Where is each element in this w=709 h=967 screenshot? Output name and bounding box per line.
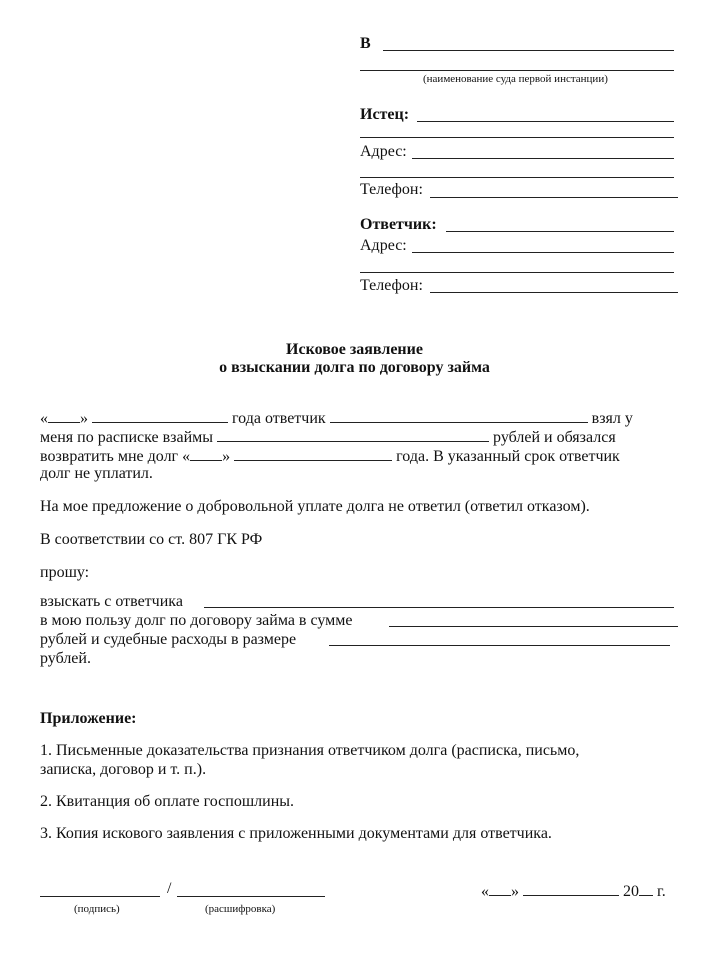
year-suffix: г. <box>657 883 666 900</box>
plaintiff-name-field[interactable] <box>417 121 674 122</box>
loan-day-field[interactable] <box>48 407 80 423</box>
p1-text-return: возвратить мне долг « <box>40 448 191 465</box>
p3: В соответствии со ст. 807 ГК РФ <box>40 531 263 548</box>
defendant-name-field[interactable] <box>446 231 674 232</box>
plaintiff-phone-field[interactable] <box>430 197 678 198</box>
loan-month-field[interactable] <box>92 407 228 423</box>
defendant-phone-field[interactable] <box>430 292 678 293</box>
decoding-field[interactable] <box>177 896 325 897</box>
defendant-label: Ответчик: <box>360 216 437 233</box>
plaintiff-name-field-2[interactable] <box>360 137 674 138</box>
plaintiff-address-field[interactable] <box>412 158 674 159</box>
defendant-phone-label: Телефон: <box>360 277 423 294</box>
attachment-1-line2: записка, договор и т. п.). <box>40 761 207 778</box>
document-title: Исковое заявление <box>286 341 423 358</box>
defendant-address-field-2[interactable] <box>360 272 674 273</box>
p1-text-rubles: рублей и обязался <box>493 429 616 446</box>
attachment-2: 2. Квитанция об оплате госпошлины. <box>40 793 294 810</box>
signature-slash: / <box>167 880 172 897</box>
year-field[interactable] <box>639 880 653 896</box>
p1-text-defendant: года ответчик <box>232 410 326 427</box>
p1-text-deadline: года. В указанный срок ответчик <box>396 448 620 465</box>
date-line <box>481 880 666 902</box>
document-subtitle: о взыскании долга по договору займа <box>219 359 490 376</box>
year-prefix: 20 <box>623 883 639 900</box>
return-month-field[interactable] <box>234 445 392 461</box>
plaintiff-phone-label: Телефон: <box>360 181 423 198</box>
attachment-3: 3. Копия искового заявления с приложенными документами для ответчика. <box>40 825 552 842</box>
attachments-heading: Приложение: <box>40 710 137 727</box>
loan-amount-field[interactable] <box>217 426 489 442</box>
date-month-field[interactable] <box>523 880 619 896</box>
decoding-caption: (расшифровка) <box>205 903 276 915</box>
attachment-1-line1: 1. Письменные доказательства признания ответчиком долга (расписка, письмо, <box>40 742 580 759</box>
date-day-field[interactable] <box>489 880 511 896</box>
court-costs-field[interactable] <box>329 645 670 646</box>
plaintiff-label: Истец: <box>360 106 410 123</box>
p1-text-took: взял у <box>591 410 633 427</box>
debt-sum-field[interactable] <box>389 626 678 627</box>
p1-text-receipt: меня по расписке взаймы <box>40 429 214 446</box>
quote-close: » <box>80 410 88 427</box>
p5-line4: рублей. <box>40 650 91 667</box>
court-caption: (наименование суда первой инстанции) <box>423 73 608 85</box>
return-day-field[interactable] <box>190 445 222 461</box>
p5-line1-label: взыскать с ответчика <box>40 593 183 610</box>
p5-line2-label: в мою пользу долг по договору займа в сумме <box>40 612 353 629</box>
defendant-field[interactable] <box>330 407 588 423</box>
to-court-prefix: В <box>360 35 371 52</box>
defendant-address-label: Адрес: <box>360 237 407 254</box>
court-name-field[interactable] <box>383 50 674 51</box>
signature-caption: (подпись) <box>74 903 120 915</box>
defendant-address-field[interactable] <box>412 252 674 253</box>
date-quote-close: » <box>511 883 519 900</box>
court-name-field-2[interactable] <box>360 70 674 71</box>
plaintiff-address-field-2[interactable] <box>360 177 674 178</box>
signature-field[interactable] <box>40 896 160 897</box>
date-quote-open: « <box>481 883 489 900</box>
p1-line4: долг не уплатил. <box>40 465 153 482</box>
quote-close-2: » <box>222 448 231 465</box>
p2: На мое предложение о добровольной уплате долга не ответил (ответил отказом). <box>40 498 590 515</box>
plaintiff-address-label: Адрес: <box>360 143 407 160</box>
quote-open: « <box>40 410 48 427</box>
p5-line3-label: рублей и судебные расходы в размере <box>40 631 297 648</box>
recover-from-field[interactable] <box>204 607 674 608</box>
p4: прошу: <box>40 564 90 581</box>
